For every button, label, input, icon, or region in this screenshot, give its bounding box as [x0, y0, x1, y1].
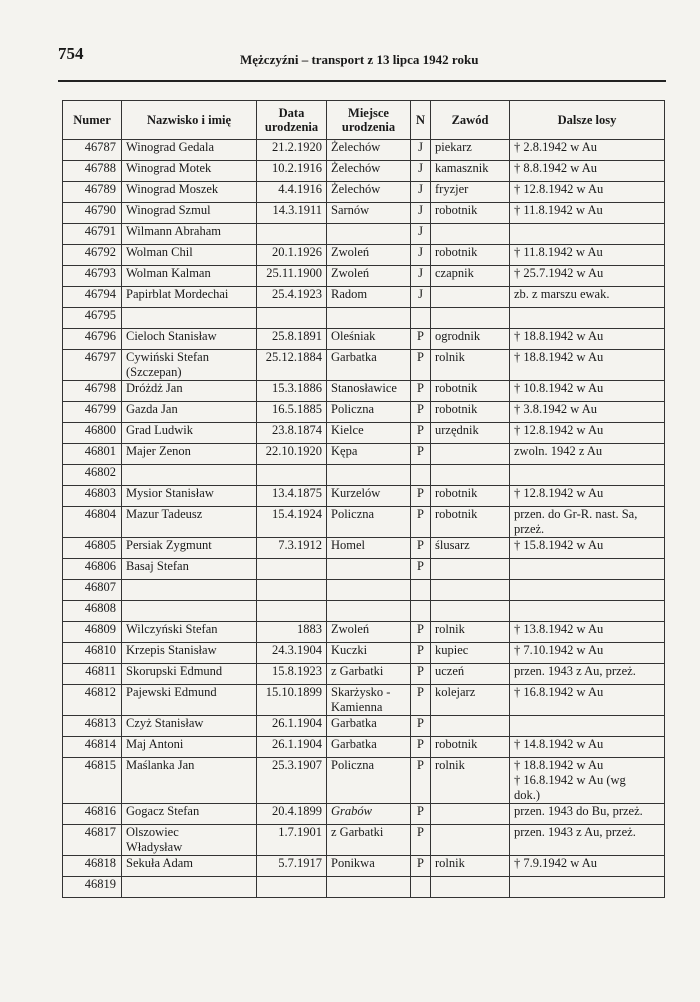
cell-birth-place	[327, 580, 411, 601]
cell-birth-date	[257, 224, 327, 245]
cell-birth-place: Policzna	[327, 402, 411, 423]
cell-birth-place: Sarnów	[327, 203, 411, 224]
cell-birth-date: 13.4.1875	[257, 486, 327, 507]
cell-n: P	[411, 856, 431, 877]
cell-birth-place: Grabów	[327, 804, 411, 825]
cell-numer: 46794	[63, 287, 122, 308]
cell-occupation	[431, 877, 510, 898]
cell-n: P	[411, 825, 431, 856]
cell-birth-date: 1883	[257, 622, 327, 643]
cell-name: Gogacz Stefan	[122, 804, 257, 825]
cell-birth-place: Zwoleń	[327, 245, 411, 266]
cell-birth-place: Kielce	[327, 423, 411, 444]
cell-birth-place	[327, 465, 411, 486]
cell-fate	[510, 559, 665, 580]
cell-numer: 46803	[63, 486, 122, 507]
cell-occupation: czapnik	[431, 266, 510, 287]
cell-n: J	[411, 203, 431, 224]
cell-numer: 46818	[63, 856, 122, 877]
cell-occupation	[431, 308, 510, 329]
cell-numer: 46807	[63, 580, 122, 601]
cell-occupation: rolnik	[431, 622, 510, 643]
cell-fate: † 7.9.1942 w Au	[510, 856, 665, 877]
cell-name: Dróżdż Jan	[122, 381, 257, 402]
cell-numer: 46813	[63, 716, 122, 737]
cell-n: P	[411, 758, 431, 804]
cell-birth-place: Radom	[327, 287, 411, 308]
cell-name: Winograd Motek	[122, 161, 257, 182]
cell-numer: 46801	[63, 444, 122, 465]
transport-table-wrapper	[62, 100, 664, 898]
cell-n: P	[411, 643, 431, 664]
cell-n: J	[411, 182, 431, 203]
cell-fate: † 2.8.1942 w Au	[510, 140, 665, 161]
cell-fate: † 12.8.1942 w Au	[510, 486, 665, 507]
cell-birth-place	[327, 877, 411, 898]
cell-birth-date: 25.4.1923	[257, 287, 327, 308]
cell-birth-date: 25.12.1884	[257, 350, 327, 381]
table-row	[63, 601, 665, 622]
cell-n: J	[411, 266, 431, 287]
cell-n: P	[411, 423, 431, 444]
column-header-col-n: N	[411, 101, 431, 140]
cell-fate: † 16.8.1942 w Au	[510, 685, 665, 716]
cell-n: J	[411, 224, 431, 245]
cell-fate: † 18.8.1942 w Au † 16.8.1942 w Au (wg dok.)	[510, 758, 665, 804]
cell-name	[122, 877, 257, 898]
table-row	[63, 350, 665, 381]
cell-numer: 46810	[63, 643, 122, 664]
cell-birth-place: Stanosławice	[327, 381, 411, 402]
cell-name: Persiak Zygmunt	[122, 538, 257, 559]
cell-birth-place: Ponikwa	[327, 856, 411, 877]
cell-birth-place: z Garbatki	[327, 825, 411, 856]
cell-numer: 46791	[63, 224, 122, 245]
cell-name: Skorupski Edmund	[122, 664, 257, 685]
cell-occupation	[431, 825, 510, 856]
table-row	[63, 381, 665, 402]
cell-occupation: robotnik	[431, 402, 510, 423]
cell-fate: † 14.8.1942 w Au	[510, 737, 665, 758]
cell-numer: 46809	[63, 622, 122, 643]
cell-occupation: ślusarz	[431, 538, 510, 559]
cell-numer: 46808	[63, 601, 122, 622]
cell-birth-place: Homel	[327, 538, 411, 559]
cell-name: Cieloch Stanisław	[122, 329, 257, 350]
cell-occupation: urzędnik	[431, 423, 510, 444]
cell-name: Wolman Chil	[122, 245, 257, 266]
cell-fate: † 15.8.1942 w Au	[510, 538, 665, 559]
cell-occupation	[431, 580, 510, 601]
cell-name: Krzepis Stanisław	[122, 643, 257, 664]
cell-occupation	[431, 465, 510, 486]
cell-birth-place: Policzna	[327, 507, 411, 538]
cell-name: Majer Zenon	[122, 444, 257, 465]
cell-name: Sekuła Adam	[122, 856, 257, 877]
cell-birth-date: 4.4.1916	[257, 182, 327, 203]
table-row	[63, 737, 665, 758]
cell-numer: 46797	[63, 350, 122, 381]
table-row	[63, 266, 665, 287]
table-row	[63, 685, 665, 716]
cell-numer: 46819	[63, 877, 122, 898]
cell-birth-date	[257, 877, 327, 898]
column-header-col-fate: Dalsze losy	[510, 101, 665, 140]
cell-name	[122, 580, 257, 601]
table-row	[63, 140, 665, 161]
cell-numer: 46798	[63, 381, 122, 402]
table-row	[63, 856, 665, 877]
cell-n: J	[411, 161, 431, 182]
cell-fate: † 11.8.1942 w Au	[510, 245, 665, 266]
cell-numer: 46815	[63, 758, 122, 804]
table-row	[63, 758, 665, 804]
cell-n: P	[411, 507, 431, 538]
column-header-col-numer: Numer	[63, 101, 122, 140]
cell-name	[122, 465, 257, 486]
cell-occupation: fryzjer	[431, 182, 510, 203]
cell-birth-date: 15.3.1886	[257, 381, 327, 402]
table-row	[63, 877, 665, 898]
cell-fate: przen. do Gr-R. nast. Sa, przeż.	[510, 507, 665, 538]
cell-birth-place: Żelechów	[327, 182, 411, 203]
cell-occupation: rolnik	[431, 758, 510, 804]
cell-name: Pajewski Edmund	[122, 685, 257, 716]
cell-name: Mysior Stanisław	[122, 486, 257, 507]
cell-birth-place: Żelechów	[327, 140, 411, 161]
cell-fate	[510, 601, 665, 622]
cell-fate: przen. 1943 z Au, przeż.	[510, 664, 665, 685]
cell-name: Grad Ludwik	[122, 423, 257, 444]
cell-birth-date: 23.8.1874	[257, 423, 327, 444]
cell-n: P	[411, 737, 431, 758]
cell-occupation	[431, 804, 510, 825]
cell-n	[411, 877, 431, 898]
table-row	[63, 538, 665, 559]
table-row	[63, 559, 665, 580]
cell-birth-place: Oleśniak	[327, 329, 411, 350]
cell-name: Wilczyński Stefan	[122, 622, 257, 643]
table-row	[63, 643, 665, 664]
cell-name: Mazur Tadeusz	[122, 507, 257, 538]
cell-fate	[510, 716, 665, 737]
cell-numer: 46800	[63, 423, 122, 444]
cell-fate: † 25.7.1942 w Au	[510, 266, 665, 287]
cell-name: Gazda Jan	[122, 402, 257, 423]
cell-occupation: robotnik	[431, 381, 510, 402]
cell-occupation	[431, 287, 510, 308]
cell-fate: † 12.8.1942 w Au	[510, 423, 665, 444]
cell-numer: 46793	[63, 266, 122, 287]
table-row	[63, 486, 665, 507]
cell-name: Wilmann Abraham	[122, 224, 257, 245]
cell-fate	[510, 877, 665, 898]
cell-fate: przen. 1943 z Au, przeż.	[510, 825, 665, 856]
table-row	[63, 182, 665, 203]
cell-numer: 46788	[63, 161, 122, 182]
cell-name: Papirblat Mordechai	[122, 287, 257, 308]
cell-occupation: rolnik	[431, 856, 510, 877]
cell-fate: przen. 1943 do Bu, przeż.	[510, 804, 665, 825]
cell-birth-date: 26.1.1904	[257, 716, 327, 737]
cell-occupation: piekarz	[431, 140, 510, 161]
cell-fate	[510, 224, 665, 245]
cell-numer: 46790	[63, 203, 122, 224]
cell-n	[411, 601, 431, 622]
cell-numer: 46795	[63, 308, 122, 329]
cell-n: P	[411, 350, 431, 381]
table-row	[63, 329, 665, 350]
cell-fate: † 18.8.1942 w Au	[510, 329, 665, 350]
cell-birth-date: 5.7.1917	[257, 856, 327, 877]
cell-name: Maślanka Jan	[122, 758, 257, 804]
cell-fate	[510, 580, 665, 601]
cell-birth-date	[257, 308, 327, 329]
page-number: 754	[58, 44, 84, 63]
cell-numer: 46799	[63, 402, 122, 423]
cell-occupation: robotnik	[431, 486, 510, 507]
cell-n: P	[411, 685, 431, 716]
table-row	[63, 402, 665, 423]
cell-n: P	[411, 622, 431, 643]
cell-birth-date: 14.3.1911	[257, 203, 327, 224]
cell-n: J	[411, 287, 431, 308]
cell-numer: 46817	[63, 825, 122, 856]
cell-fate: † 10.8.1942 w Au	[510, 381, 665, 402]
cell-birth-place	[327, 224, 411, 245]
table-row	[63, 245, 665, 266]
cell-birth-place	[327, 601, 411, 622]
table-row	[63, 161, 665, 182]
cell-occupation: ogrodnik	[431, 329, 510, 350]
cell-occupation: rolnik	[431, 350, 510, 381]
cell-birth-place: Garbatka	[327, 716, 411, 737]
cell-occupation	[431, 716, 510, 737]
cell-fate	[510, 308, 665, 329]
cell-n: J	[411, 245, 431, 266]
cell-numer: 46792	[63, 245, 122, 266]
cell-name	[122, 308, 257, 329]
cell-birth-place	[327, 559, 411, 580]
table-row	[63, 224, 665, 245]
cell-birth-place	[327, 308, 411, 329]
cell-numer: 46812	[63, 685, 122, 716]
cell-n: P	[411, 486, 431, 507]
transport-table	[62, 100, 665, 898]
cell-birth-date: 21.2.1920	[257, 140, 327, 161]
cell-numer: 46787	[63, 140, 122, 161]
cell-name: Cywiński Stefan (Szczepan)	[122, 350, 257, 381]
table-row	[63, 287, 665, 308]
cell-name: Maj Antoni	[122, 737, 257, 758]
cell-fate: zwoln. 1942 z Au	[510, 444, 665, 465]
cell-fate: † 12.8.1942 w Au	[510, 182, 665, 203]
cell-name: Czyż Stanisław	[122, 716, 257, 737]
cell-birth-date	[257, 601, 327, 622]
cell-occupation: kupiec	[431, 643, 510, 664]
cell-numer: 46796	[63, 329, 122, 350]
cell-occupation: kolejarz	[431, 685, 510, 716]
cell-occupation: robotnik	[431, 737, 510, 758]
cell-name: Winograd Szmul	[122, 203, 257, 224]
cell-name: Winograd Moszek	[122, 182, 257, 203]
cell-birth-place: Kępa	[327, 444, 411, 465]
cell-n: P	[411, 402, 431, 423]
cell-n: P	[411, 804, 431, 825]
cell-numer: 46804	[63, 507, 122, 538]
table-row	[63, 825, 665, 856]
cell-birth-date: 1.7.1901	[257, 825, 327, 856]
cell-n: P	[411, 664, 431, 685]
cell-name: Olszowiec Władysław	[122, 825, 257, 856]
cell-birth-date: 24.3.1904	[257, 643, 327, 664]
cell-occupation	[431, 224, 510, 245]
cell-numer: 46805	[63, 538, 122, 559]
cell-numer: 46814	[63, 737, 122, 758]
table-row	[63, 203, 665, 224]
cell-birth-date: 15.8.1923	[257, 664, 327, 685]
cell-fate: † 7.10.1942 w Au	[510, 643, 665, 664]
cell-numer: 46789	[63, 182, 122, 203]
cell-occupation: kamasznik	[431, 161, 510, 182]
cell-fate: † 11.8.1942 w Au	[510, 203, 665, 224]
cell-birth-date: 15.4.1924	[257, 507, 327, 538]
cell-birth-date: 22.10.1920	[257, 444, 327, 465]
table-row	[63, 716, 665, 737]
cell-birth-place: Zwoleń	[327, 622, 411, 643]
cell-birth-date: 25.11.1900	[257, 266, 327, 287]
cell-n: P	[411, 538, 431, 559]
cell-n	[411, 580, 431, 601]
cell-birth-date: 25.8.1891	[257, 329, 327, 350]
cell-n: P	[411, 381, 431, 402]
cell-birth-date: 7.3.1912	[257, 538, 327, 559]
cell-birth-date: 26.1.1904	[257, 737, 327, 758]
cell-occupation	[431, 601, 510, 622]
cell-birth-date	[257, 559, 327, 580]
cell-name: Winograd Gedala	[122, 140, 257, 161]
cell-name	[122, 601, 257, 622]
cell-birth-place: Garbatka	[327, 350, 411, 381]
cell-birth-place: Kuczki	[327, 643, 411, 664]
cell-fate	[510, 465, 665, 486]
cell-birth-date: 20.4.1899	[257, 804, 327, 825]
cell-fate: † 18.8.1942 w Au	[510, 350, 665, 381]
table-row	[63, 804, 665, 825]
column-header-col-birth-date: Data urodzenia	[257, 101, 327, 140]
table-row	[63, 423, 665, 444]
cell-occupation: robotnik	[431, 203, 510, 224]
cell-fate: † 13.8.1942 w Au	[510, 622, 665, 643]
cell-birth-place: Zwoleń	[327, 266, 411, 287]
cell-numer: 46806	[63, 559, 122, 580]
cell-birth-place: z Garbatki	[327, 664, 411, 685]
cell-occupation: robotnik	[431, 245, 510, 266]
header-rule	[58, 80, 666, 82]
running-title: Mężczyźni – transport z 13 lipca 1942 roku	[240, 52, 479, 67]
cell-name: Wolman Kalman	[122, 266, 257, 287]
cell-n: P	[411, 444, 431, 465]
cell-n: P	[411, 559, 431, 580]
table-row	[63, 444, 665, 465]
cell-occupation	[431, 559, 510, 580]
column-header-col-birth-place: Miejsce urodzenia	[327, 101, 411, 140]
cell-n	[411, 465, 431, 486]
table-row	[63, 664, 665, 685]
cell-birth-place: Skarżysko - Kamienna	[327, 685, 411, 716]
cell-birth-place: Garbatka	[327, 737, 411, 758]
cell-birth-date: 10.2.1916	[257, 161, 327, 182]
cell-occupation	[431, 444, 510, 465]
column-header-col-name: Nazwisko i imię	[122, 101, 257, 140]
table-row	[63, 622, 665, 643]
cell-birth-place: Żelechów	[327, 161, 411, 182]
cell-fate: † 3.8.1942 w Au	[510, 402, 665, 423]
cell-numer: 46811	[63, 664, 122, 685]
cell-numer: 46816	[63, 804, 122, 825]
table-header-row	[63, 101, 665, 140]
cell-birth-date: 16.5.1885	[257, 402, 327, 423]
cell-birth-place: Policzna	[327, 758, 411, 804]
cell-birth-place: Kurzelów	[327, 486, 411, 507]
cell-birth-date	[257, 580, 327, 601]
cell-birth-date: 15.10.1899	[257, 685, 327, 716]
column-header-col-occupation: Zawód	[431, 101, 510, 140]
cell-occupation: robotnik	[431, 507, 510, 538]
table-row	[63, 465, 665, 486]
table-row	[63, 507, 665, 538]
cell-birth-date: 20.1.1926	[257, 245, 327, 266]
cell-name: Basaj Stefan	[122, 559, 257, 580]
cell-fate: zb. z marszu ewak.	[510, 287, 665, 308]
cell-n: P	[411, 329, 431, 350]
cell-fate: † 8.8.1942 w Au	[510, 161, 665, 182]
table-row	[63, 308, 665, 329]
cell-birth-date	[257, 465, 327, 486]
table-row	[63, 580, 665, 601]
table-body	[63, 140, 665, 898]
cell-numer: 46802	[63, 465, 122, 486]
cell-birth-date: 25.3.1907	[257, 758, 327, 804]
cell-n: P	[411, 716, 431, 737]
cell-n	[411, 308, 431, 329]
cell-n: J	[411, 140, 431, 161]
cell-occupation: uczeń	[431, 664, 510, 685]
